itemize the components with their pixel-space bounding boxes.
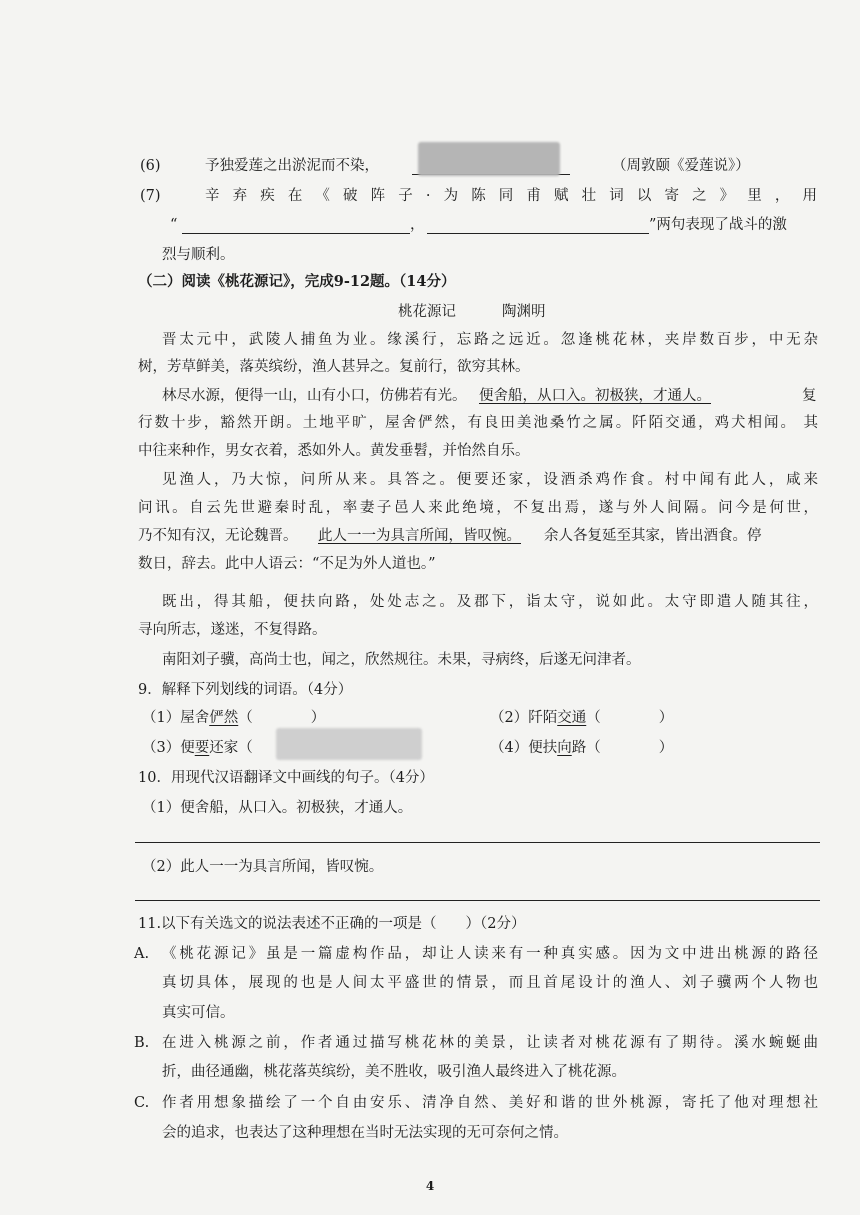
q10-sentence-1: （1）便舍船，从口入。初极狭，才通人。 [142, 800, 413, 816]
passage-text: 行数十步，豁然开朗。土地平旷，屋舍俨然，有良田美池桑竹之属。阡陌交通，鸡犬相闻。 其 [138, 415, 818, 431]
passage-text: 见渔人，乃大惊，问所从来。具答之。便要还家，设酒杀鸡作食。村中闻有此人，咸来 [162, 472, 818, 488]
q9-item-4 [490, 738, 673, 758]
q9-item-prefix: （1）屋舍 [142, 710, 210, 726]
q9-target-word: 要 [194, 740, 210, 756]
q9-target-word: 向 [557, 740, 572, 756]
passage-text: 树，芳草鲜美，落英缤纷，渔人甚异之。复前行，欲穷其林。 [138, 359, 530, 375]
q11-option-text: 真切具体，展现的也是人间太平盛世的情景，而且首尾设计的渔人、刘子骥两个人物也 [162, 975, 818, 991]
q7-answer-blank-2[interactable] [427, 215, 649, 234]
page-number: 4 [425, 1179, 435, 1193]
passage-text: 寻向所志，遂迷，不复得路。 [138, 622, 327, 638]
passage-text: 林尽水源，便得一山，山有小口，仿佛若有光。 [162, 388, 467, 404]
section-heading-text: （二）阅读《桃花源记》，完成9-12题。（14分） [138, 273, 456, 290]
q7-text: 辛弃疾在《破阵子·为陈同甫赋壮词以寄之》里，用 [205, 188, 817, 204]
q9-item-prefix: （3）便 [142, 740, 195, 756]
q9-item-2 [490, 708, 673, 728]
q10-answer-line-1[interactable] [135, 842, 820, 843]
q7-text-end: 烈与顺利。 [162, 247, 235, 263]
q11-option-text: 折，曲径通幽，桃花落英缤纷，美不胜收，吸引渔人最终进入了桃花源。 [162, 1064, 626, 1080]
q7-number: (7) [140, 188, 161, 204]
q10-stem: 10．用现代汉语翻译文中画线的句子。（4分） [138, 770, 434, 786]
passage-author: 陶渊明 [502, 304, 546, 320]
q6-source: （周敦颐《爱莲说》） [612, 158, 750, 174]
q11-option-text: 真实可信。 [162, 1005, 235, 1021]
q7-answer-blank-1[interactable] [182, 215, 410, 234]
q11-option-b-label: B. [134, 1035, 150, 1051]
q9-item-prefix: （4）便扶 [490, 740, 558, 756]
q11-option-c-label: C. [134, 1095, 150, 1111]
passage-text: 中往来种作，男女衣着，悉如外人。黄发垂髫，并怡然自乐。 [138, 443, 530, 459]
q7-text-cont: ”两句表现了战斗的激 [649, 217, 787, 233]
q9-target-word: 交通 [557, 710, 587, 726]
q9-item-3 [142, 738, 253, 758]
q11-option-text: 《桃花源记》虽是一篇虚构作品，却让人读来有一种真实感。因为文中进出桃源的路径 [162, 946, 818, 962]
q10-sentence-2: （2）此人一一为具言所闻，皆叹惋。 [142, 859, 384, 875]
q11-option-text: 在进入桃源之前，作者通过描写桃花林的美景，让读者对桃花源有了期待。溪水蜿蜒曲 [162, 1035, 818, 1051]
passage-text: 晋太元中，武陵人捕鱼为业。缘溪行，忘路之远近。忽逢桃花林，夹岸数百步，中无杂 [162, 332, 818, 348]
passage-title: 桃花源记 [398, 304, 456, 320]
q11-option-text: 会的追求，也表达了这种理想在当时无法实现的无可奈何之情。 [162, 1125, 568, 1141]
q9-answer-slot[interactable]: （ ） [238, 710, 326, 726]
q11-option-a-label: A. [134, 946, 150, 962]
q11-stem: 11.以下有关选文的说法表述不正确的一项是（ ）（2分） [138, 916, 526, 932]
passage-text: 数日，辞去。此中人语云：“不足为外人道也。” [138, 556, 436, 572]
q6-text: 予独爱莲之出淤泥而不染， [205, 158, 379, 174]
q9-item-prefix: （2）阡陌 [490, 710, 558, 726]
passage-text: 既出，得其船，便扶向路，处处志之。及郡下，诣太守，说如此。太守即遣人随其往， [162, 594, 818, 610]
passage-text: 问讯。自云先世避秦时乱，率妻子邑人来此绝境，不复出焉，遂与外人间隔。问今是何世， [138, 500, 818, 516]
q9-answer-slot[interactable]: （ ） [586, 710, 674, 726]
underlined-sentence-1: 便舍船，从口入。初极狭，才通人。 [479, 388, 711, 404]
q7-comma: ， [410, 217, 425, 233]
q7-quote-open: “ [170, 217, 178, 233]
q9-target-word: 俨然 [209, 710, 239, 726]
q9-answer-slot[interactable]: 还家（ [209, 740, 253, 756]
underlined-sentence-2: 此人一一为具言所闻，皆叹惋。 [318, 528, 521, 544]
passage-text: 复 [802, 388, 817, 404]
q9-stem: 9．解释下列划线的词语。（4分） [138, 682, 353, 698]
q10-answer-line-2[interactable] [135, 900, 820, 901]
passage-text: 余人各复延至其家，皆出酒食。停 [544, 528, 762, 544]
redaction-mask [418, 142, 560, 176]
q11-option-text: 作者用想象描绘了一个自由安乐、清净自然、美好和谐的世外桃源，寄托了他对理想社 [162, 1095, 818, 1111]
redaction-mask [276, 728, 422, 760]
passage-text: 南阳刘子骥，高尚士也，闻之，欣然规往。未果，寻病终，后遂无问津者。 [162, 652, 641, 668]
passage-text: 乃不知有汉，无论魏晋。 [138, 528, 298, 544]
q9-item-1 [142, 708, 325, 728]
q6-number: (6) [140, 158, 161, 174]
q9-answer-slot[interactable]: 路（ ） [571, 740, 674, 756]
